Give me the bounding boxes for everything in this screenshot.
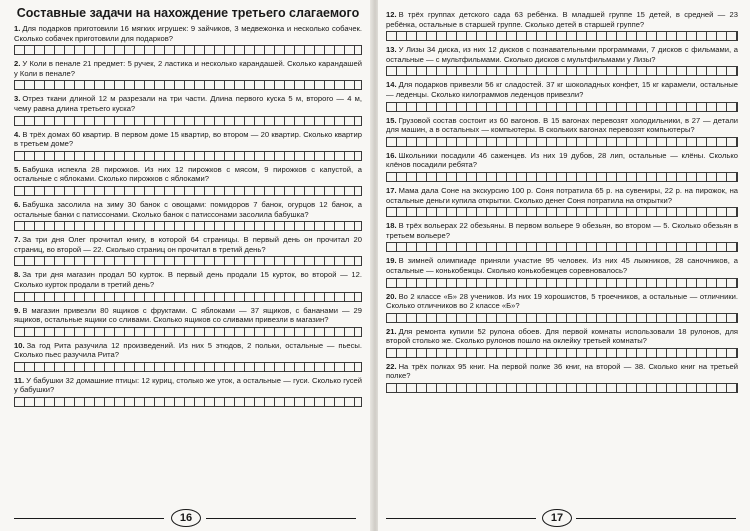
task-text [386,327,738,346]
answer-grid[interactable] [386,137,738,147]
task-question: Для ремонта купили 52 рулона обоев. Для первой комнаты использовали 18 рулонов, для второй столько же. Сколько рулонов пошло на оклейку третьей комнаты? [386,326,738,346]
task-text [14,24,362,43]
task-item [386,362,738,393]
task-number: 16. [386,150,397,160]
task-text [386,221,738,240]
task-question: У Лизы 34 диска, из них 12 дисков с познавательными программами, 7 дисков с фильмами, а остальные — с мультфильмами. Сколько дисков с мультфильмами у Лизы? [386,45,738,64]
right-page [378,0,750,531]
task-number: 1. [14,24,21,33]
task-question: Отрез ткани длиной 12 м разрезали на три части. Длина первого куска 5 м, второго — 4 м, чему равна длина третьего куска? [14,94,362,113]
task-question: В трёх домах 60 квартир. В первом доме 15 квартир, во втором — 20 квартир. Сколько квартир в третьем доме? [14,129,362,149]
task-question: У бабушки 32 домашние птицы: 12 куриц, столько же уток, а остальные — гуси. Сколько гусей у бабушки? [14,375,362,395]
task-item [386,256,738,287]
answer-grid[interactable] [386,278,738,288]
task-item [14,341,362,372]
task-text [386,116,738,135]
task-text [14,235,362,254]
answer-grid[interactable] [386,348,738,358]
task-text [14,270,362,289]
task-item [14,306,362,337]
left-task-list [14,24,362,407]
task-text [386,256,738,275]
page-title: Составные задачи на нахождение третьего слагаемого [16,6,360,20]
task-question: В зимней олимпиаде приняли участие 95 человек. Из них 45 лыжников, 28 саночников, а остальные — конькобежцы. Сколько конькобежцев соревновалось? [386,256,738,275]
answer-grid[interactable] [386,66,738,76]
task-text [14,376,362,395]
answer-grid[interactable] [386,31,738,41]
answer-grid[interactable] [14,397,362,407]
answer-grid[interactable] [14,327,362,337]
task-text [386,362,738,381]
task-number: 20. [386,291,397,301]
task-question: За год Рита разучила 12 произведений. Из них 5 этюдов, 2 польки, остальные — пьесы. Сколько пьес разучила Рита? [14,340,362,360]
answer-grid[interactable] [14,45,362,55]
answer-grid[interactable] [386,207,738,217]
task-item [386,327,738,358]
task-item [14,270,362,301]
page-number-right: 17 [542,509,572,527]
task-item [386,221,738,252]
task-number: 18. [386,221,397,231]
task-question: Во 2 классе «Б» 28 учеников. Из них 19 хорошистов, 5 троечников, а остальные — отличники. Сколько отличников во 2 классе «Б»? [386,291,738,311]
answer-grid[interactable] [14,186,362,196]
right-task-list [386,10,738,393]
task-item [386,116,738,147]
task-number: 7. [14,235,21,245]
task-question: Мама дала Соне на экскурсию 100 р. Соня потратила 65 р. на сувениры, 22 р. на пирожок, на остальные деньги купила открытки. Сколько денег Соня потратила на открытки? [386,185,738,205]
task-item [14,235,362,266]
task-item [386,45,738,76]
task-number: 3. [14,94,21,104]
task-text [386,292,738,311]
task-text [14,130,362,149]
task-text [14,341,362,360]
answer-grid[interactable] [386,102,738,112]
task-question: На трёх полках 95 книг. На первой полке 36 книг, на второй — 38. Сколько книг на третьей полке? [386,361,738,381]
task-text [386,10,738,29]
task-number: 9. [14,305,21,315]
task-question: За три дня Олег прочитал книгу, в которой 64 страницы. В первый день он прочитал 20 страниц, во второй — 22. Сколько страниц он прочитал в третий день? [14,235,362,254]
answer-grid[interactable] [14,362,362,372]
task-item [386,292,738,323]
task-text [14,200,362,219]
task-item [386,10,738,41]
task-item [14,130,362,161]
task-text [386,186,738,205]
task-number: 14. [386,80,397,90]
task-question: В трёх вольерах 22 обезьяны. В первом вольере 9 обезьян, во втором — 5. Сколько обезьян в третьем вольере? [386,221,738,240]
task-item [386,151,738,182]
task-number: 11. [14,375,25,385]
task-question: Для подарков привезли 56 кг сладостей. 37 кг шоколадных конфет, 15 кг карамели, остальные — леденцы. Сколько килограммов леденцов привезли? [386,80,738,99]
page-divider-line [386,518,536,519]
task-text [386,151,738,170]
answer-grid[interactable] [14,221,362,231]
answer-grid[interactable] [14,292,362,302]
task-item [14,165,362,196]
page-divider-line [206,518,356,519]
task-number: 8. [14,270,21,280]
task-number: 17. [386,185,397,195]
task-item [386,186,738,217]
task-item [14,376,362,407]
task-number: 10. [14,340,25,350]
page-divider-line [14,518,164,519]
task-item [386,80,738,111]
task-number: 12. [386,10,397,19]
task-question: В магазин привезли 80 ящиков с фруктами. С яблоками — 37 ящиков, с бананами — 29 ящиков, остальные ящики со сливами. Сколько ящиков со сливами привезли в магазин? [14,305,362,325]
task-text [14,165,362,184]
task-question: Бабушка испекла 28 пирожков. Из них 12 пирожков с мясом, 9 пирожков с капустой, а остальные с яблоками. Сколько пирожков с яблоками? [14,164,362,184]
answer-grid[interactable] [14,80,362,90]
task-number: 4. [14,129,21,139]
task-question: Школьники посадили 46 саженцев. Из них 19 дубов, 28 лип, остальные — клёны. Сколько клёнов посадили ребята? [386,150,738,170]
task-question: У Коли в пенале 21 предмет: 5 ручек, 2 ластика и несколько карандашей. Сколько карандашей у Коли в пенале? [14,59,362,78]
task-number: 21. [386,326,397,336]
left-page [0,0,372,531]
answer-grid[interactable] [14,116,362,126]
task-question: Бабушка засолила на зиму 30 банок с овощами: помидоров 7 банок, огурцов 12 банок, а остальные банки с патиссонами. Сколько банок с патиссонами засолила бабушка? [14,199,362,219]
task-text [14,306,362,325]
answer-grid[interactable] [14,256,362,266]
answer-grid[interactable] [386,242,738,252]
task-text [14,59,362,78]
task-question: Для подарков приготовили 16 мягких игрушек: 9 зайчиков, 3 медвежонка и несколько собачек. Сколько собачек приготовили для подарков? [14,24,362,43]
task-item [14,94,362,125]
answer-grid[interactable] [14,151,362,161]
task-question: За три дня магазин продал 50 курток. В первый день продали 15 курток, во второй — 12. Сколько курток продали в третий день? [14,270,362,289]
task-text [386,45,738,64]
answer-grid[interactable] [386,383,738,393]
task-text [14,94,362,113]
task-item [14,200,362,231]
task-number: 5. [14,164,21,174]
task-number: 19. [386,256,397,266]
answer-grid[interactable] [386,172,738,182]
task-question: Грузовой состав состоит из 60 вагонов. В 15 вагонах перевозят холодильники, в 27 — детали для машин, а в остальных — компьютеры. В скольких вагонах перевозят компьютеры? [386,115,738,135]
page-divider-line [576,518,736,519]
task-number: 6. [14,199,21,209]
task-item [14,24,362,55]
task-number: 13. [386,45,397,55]
page-number-left: 16 [171,509,201,527]
task-number: 2. [14,59,21,69]
task-text [386,80,738,99]
task-question: В трёх группах детского сада 63 ребёнка. В младшей группе 15 детей, в средней — 23 ребёнка, остальные в старшей группе. Сколько детей в старшей группе? [386,10,738,29]
task-number: 15. [386,115,397,125]
task-number: 22. [386,361,397,371]
task-item [14,59,362,90]
answer-grid[interactable] [386,313,738,323]
